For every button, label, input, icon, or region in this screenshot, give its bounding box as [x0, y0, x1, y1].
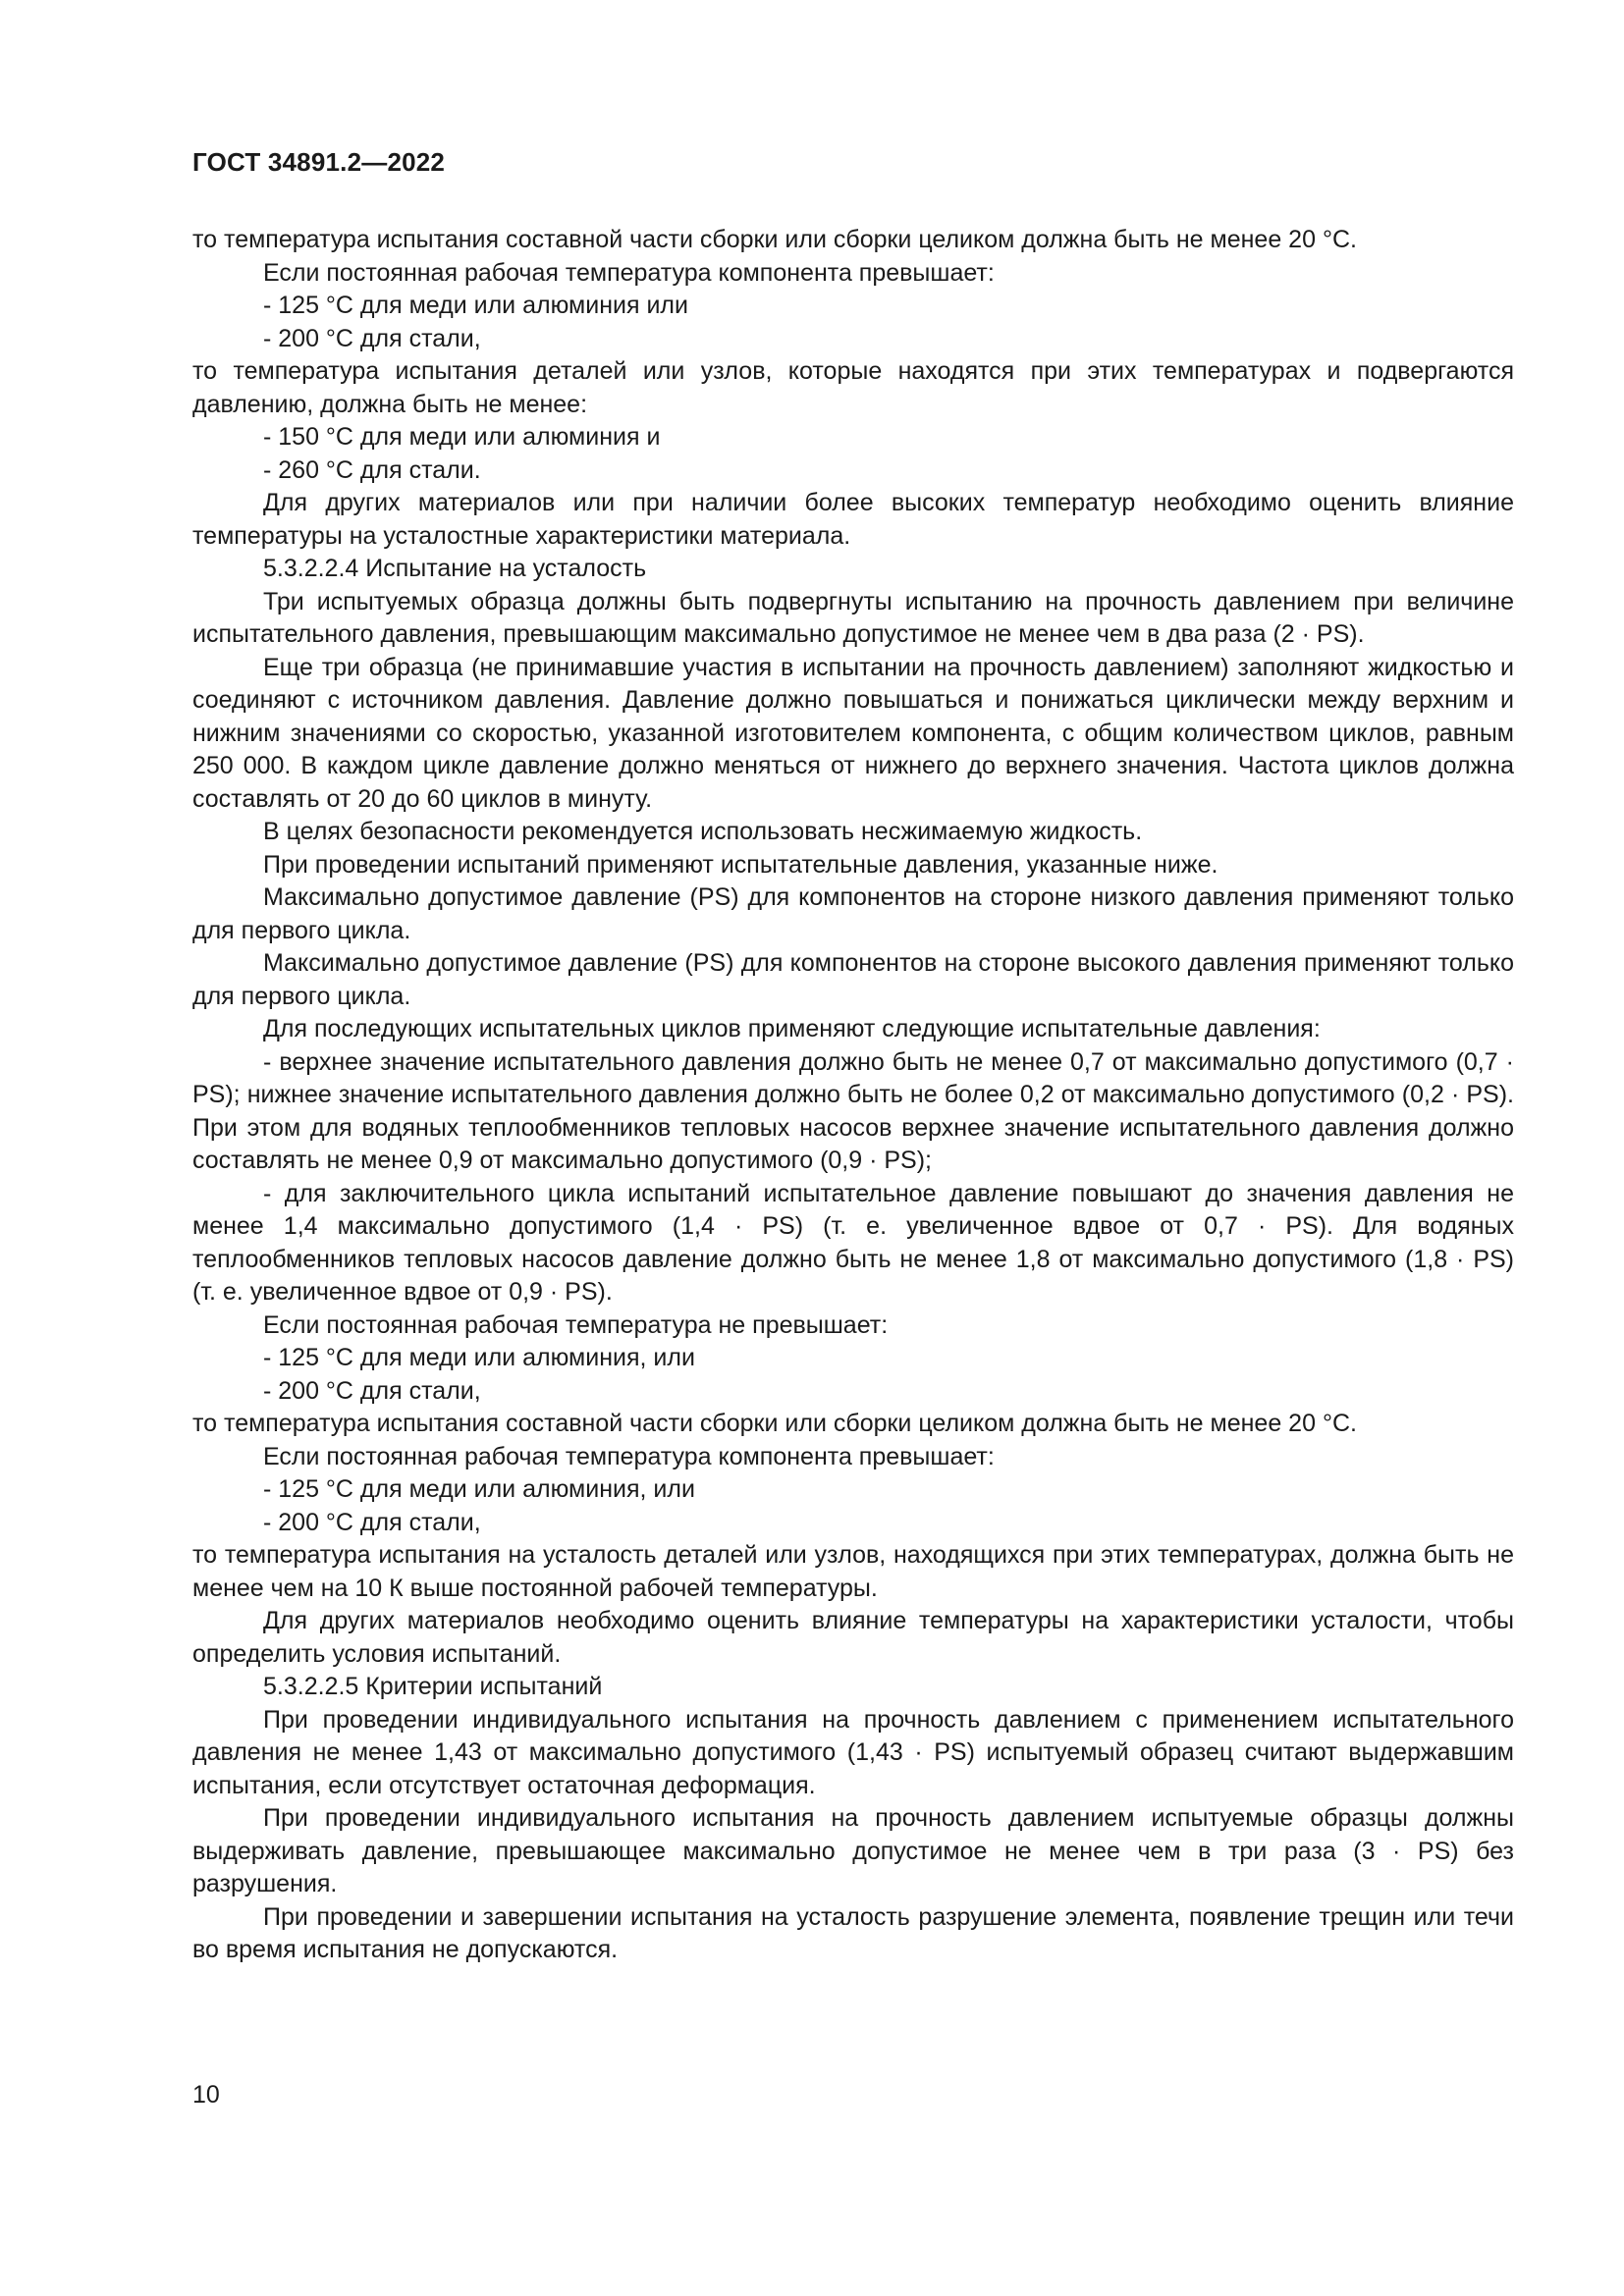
paragraph: то температура испытания на усталость деталей или узлов, находящихся при этих температурах, должна быть не менее чем на 10 К выше постоянной рабочей температуры. [192, 1541, 1514, 1602]
paragraph: Если постоянная рабочая температура компонента превышает: [263, 258, 995, 287]
list-item: - для заключительного цикла испытаний испытательное давление повышают до значения давления не менее 1,4 максимально допустимого (1,4 · PS) (т. е. увеличенное вдвое от 0,7 · PS). Для водяных теплообменников тепловых насосов давление должно быть не менее 1,8 от максимально допустимого (1,8 · PS) (т. е. увеличенное вдвое от 0,9 · PS). [192, 1179, 1514, 1306]
paragraph: то температура испытания составной части сборки или сборки целиком должна быть не менее 20 °С. [192, 226, 1357, 253]
paragraph: Если постоянная рабочая температура компонента превышает: [263, 1442, 995, 1470]
paragraph: Для других материалов необходимо оценить влияние температуры на характеристики усталости, чтобы определить условия испытаний. [192, 1607, 1514, 1668]
list-item: - 260 °С для стали. [263, 455, 481, 484]
list-item: - 125 °С для меди или алюминия, или [263, 1475, 695, 1503]
document-body [192, 224, 1514, 1967]
list-item: - 200 °С для стали, [263, 1508, 481, 1536]
paragraph: При проведении индивидуального испытания на прочность давлением с применением испытательного давления не менее 1,43 от максимально допустимого (1,43 · PS) испытуемый образец считают выдержавшим испытания, если отсутствует остаточная деформация. [192, 1705, 1514, 1799]
paragraph: При проведении испытаний применяют испытательные давления, указанные ниже. [263, 850, 1218, 879]
list-item: - 125 °С для меди или алюминия, или [263, 1344, 695, 1371]
paragraph: Три испытуемых образца должны быть подвергнуты испытанию на прочность давлением при величине испытательного давления, превышающим максимально допустимое не менее чем в два раза (2 · PS). [192, 587, 1514, 648]
paragraph: Для последующих испытательных циклов применяют следующие испытательные давления: [263, 1015, 1321, 1042]
list-item: - верхнее значение испытательного давления должно быть не менее 0,7 от максимально допустимого (0,7 · PS); нижнее значение испытательного давления должно быть не более 0,2 от максимально допустимого (0,2 · PS). При этом для водяных теплообменников тепловых насосов верхнее значение испытательного давления должно составлять не менее 0,9 от максимально допустимого (0,9 · PS); [192, 1047, 1514, 1174]
paragraph: Для других материалов или при наличии более высоких температур необходимо оценить влияние температуры на усталостные характеристики материала. [192, 489, 1514, 550]
paragraph: Максимально допустимое давление (PS) для компонентов на стороне высокого давления применяют только для первого цикла. [192, 949, 1514, 1010]
list-item: - 200 °С для стали, [263, 1376, 481, 1405]
paragraph: При проведении индивидуального испытания на прочность давлением испытуемые образцы должны выдерживать давление, превышающее максимально допустимое не менее чем в три раза (3 · PS) без разрушения. [192, 1804, 1514, 1897]
document-header: ГОСТ 34891.2—2022 [192, 147, 446, 177]
page-number: 10 [192, 2081, 220, 2109]
section-heading: 5.3.2.2.5 Критерии испытаний [263, 1673, 603, 1700]
section-heading: 5.3.2.2.4 Испытание на усталость [263, 555, 647, 582]
paragraph: то температура испытания деталей или узлов, которые находятся при этих температурах и подвергаются давлению, должна быть не менее: [192, 357, 1514, 418]
list-item: - 125 °С для меди или алюминия или [263, 292, 688, 319]
paragraph: Еще три образца (не принимавшие участия в испытании на прочность давлением) заполняют жидкостью и соединяют с источником давления. Давление должно повышаться и понижаться циклически между верхним и нижним значениями со скоростью, указанной изготовителем компонента, с общим количеством циклов, равным 250 000. В каждом цикле давление должно меняться от нижнего до верхнего значения. Частота циклов должна составлять от 20 до 60 циклов в минуту. [192, 653, 1514, 813]
paragraph: При проведении и завершении испытания на усталость разрушение элемента, появление трещин или течи во время испытания не допускаются. [192, 1902, 1514, 1963]
paragraph: Если постоянная рабочая температура не превышает: [263, 1310, 889, 1339]
paragraph: В целях безопасности рекомендуется использовать несжимаемую жидкость. [263, 818, 1143, 845]
paragraph: то температура испытания составной части сборки или сборки целиком должна быть не менее 20 °С. [192, 1410, 1357, 1437]
list-item: - 150 °С для меди или алюминия и [263, 423, 661, 451]
list-item: - 200 °С для стали, [263, 324, 481, 352]
paragraph: Максимально допустимое давление (PS) для компонентов на стороне низкого давления применяют только для первого цикла. [192, 883, 1514, 944]
